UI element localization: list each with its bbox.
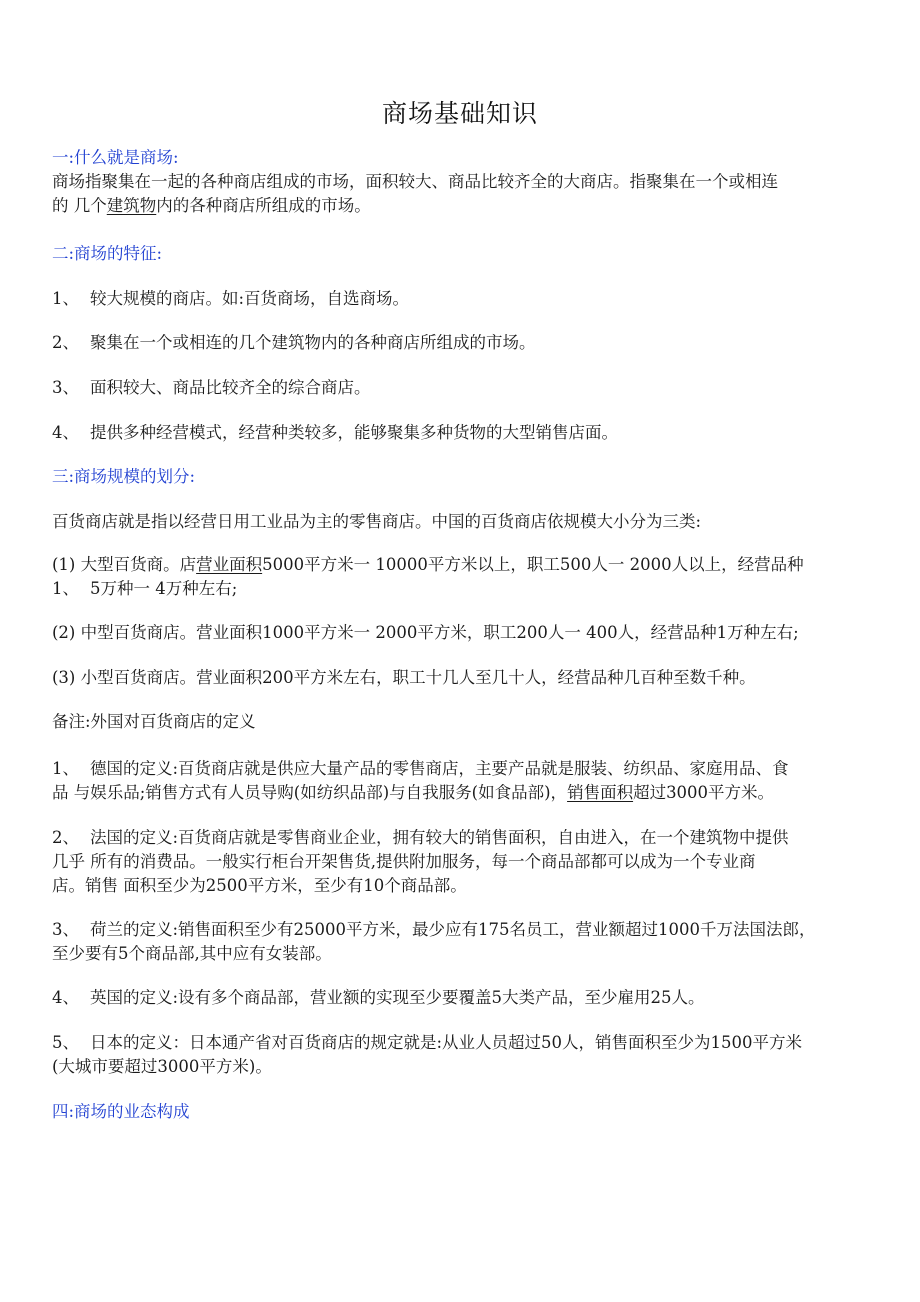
note-line: 备注:外国对百货商店的定义	[52, 712, 256, 731]
page-title: 商场基础知识	[381, 99, 538, 128]
text-span: 5万种一 4万种左右;	[90, 579, 238, 598]
definition-uk-line	[52, 986, 882, 1010]
section-2-heading: 二:商场的特征:	[52, 244, 163, 263]
definition-netherlands-line-1	[52, 918, 882, 942]
section-3-heading: 三:商场规模的划分:	[52, 467, 196, 486]
definition-germany-line-1	[52, 757, 882, 781]
underlined-term: 营业面积	[196, 555, 263, 574]
feature-item	[52, 331, 882, 355]
underlined-term: 销售面积	[567, 783, 634, 802]
list-number: 1、	[52, 579, 79, 598]
definition-france-line-1	[52, 826, 882, 850]
section-3-intro: 百货商店就是指以经营日用工业品为主的零售商店。中国的百货商店依规模大小分为三类:	[52, 512, 702, 531]
large-store-line-2	[52, 577, 882, 601]
text-span: 荷兰的定义:销售面积至少有25000平方米，最少应有175名员工，营业额超过1000千万法国法郎，	[90, 920, 816, 939]
definition-france-line-2: 几乎 所有的消费品。一般实行柜台开架售货,提供附加服务，每一个商品部都可以成为一个专业商	[52, 852, 756, 871]
definition-france-line-3: 店。销售 面积至少为2500平方米，至少有10个商品部。	[52, 876, 467, 895]
feature-item	[52, 287, 882, 311]
text-span: 超过3000平方米。	[633, 783, 775, 802]
text-span: 日本的定义：日本通产省对百货商店的规定就是:从业人员超过50人，销售面积至少为1500平方米	[90, 1033, 803, 1052]
section-1-heading: 一:什么就是商场:	[52, 148, 179, 167]
list-number: 1、	[52, 759, 79, 778]
text-span: 品 与娱乐品;销售方式有人员导购(如纺织品部)与自我服务(如食品部)，	[52, 783, 568, 802]
list-number: 2、	[52, 333, 79, 352]
list-number: 4、	[52, 423, 79, 442]
list-number: 5、	[52, 1033, 79, 1052]
list-text: 提供多种经营模式，经营种类较多，能够聚集多种货物的大型销售店面。	[90, 423, 618, 442]
section-1-line-1: 商场指聚集在一起的各种商店组成的市场，面积较大、商品比较齐全的大商店。指聚集在一个或相连	[52, 172, 778, 191]
medium-store-line: (2) 中型百货商店。营业面积1000平方米一 2000平方米，职工200人一 400人，经营品种1万种左右;	[52, 623, 799, 642]
list-text: 面积较大、商品比较齐全的综合商店。	[90, 378, 371, 397]
list-number: 1、	[52, 289, 79, 308]
text-span: (1) 大型百货商。店	[52, 555, 197, 574]
list-number: 4、	[52, 988, 79, 1007]
underlined-term: 建筑物	[106, 196, 157, 215]
definition-japan-line-1	[52, 1031, 882, 1055]
text-span: 的 几个	[52, 196, 107, 215]
text-span: 英国的定义:设有多个商品部，营业额的实现至少要覆盖5大类产品，至少雇用25人。	[90, 988, 705, 1007]
list-number: 3、	[52, 920, 79, 939]
list-number: 2、	[52, 828, 79, 847]
definition-germany-line-2	[52, 781, 882, 805]
text-span: 法国的定义:百货商店就是零售商业企业，拥有较大的销售面积，自由进入，在一个建筑物中提供	[90, 828, 789, 847]
definition-japan-line-2: (大城市要超过3000平方米)。	[52, 1057, 272, 1076]
small-store-line: (3) 小型百货商店。营业面积200平方米左右，职工十几人至几十人，经营品种几百种至数千种。	[52, 668, 756, 687]
list-text: 聚集在一个或相连的几个建筑物内的各种商店所组成的市场。	[90, 333, 536, 352]
feature-item	[52, 421, 882, 445]
text-span: 5000平方米一 10000平方米以上，职工500人一 2000人以上，经营品种	[262, 555, 804, 574]
section-4-heading: 四:商场的业态构成	[52, 1102, 190, 1121]
text-span: 内的各种商店所组成的市场。	[156, 196, 371, 215]
text-span: 德国的定义:百货商店就是供应大量产品的零售商店，主要产品就是服装、纺织品、家庭用品、食	[90, 759, 789, 778]
list-number: 3、	[52, 378, 79, 397]
section-1-line-2	[52, 194, 882, 218]
large-store-line-1	[52, 553, 882, 577]
list-text: 较大规模的商店。如:百货商场，自选商场。	[90, 289, 410, 308]
definition-netherlands-line-2: 至少要有5个商品部,其中应有女装部。	[52, 944, 332, 963]
feature-item	[52, 376, 882, 400]
